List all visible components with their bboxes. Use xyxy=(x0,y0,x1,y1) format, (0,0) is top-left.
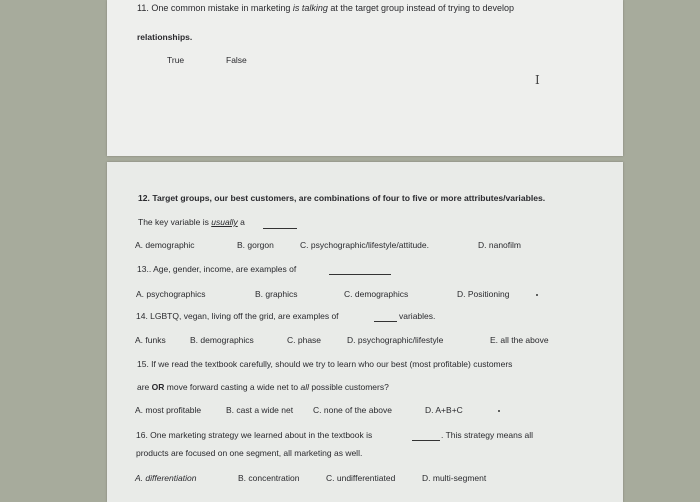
q15-option-d[interactable]: D. A+B+C xyxy=(425,405,463,415)
q13-answer-blank[interactable] xyxy=(329,274,391,275)
stray-dot xyxy=(536,294,538,296)
q16-line1-a: 16. One marketing strategy we learned about in the textbook is xyxy=(136,430,373,440)
q14-option-e[interactable]: E. all the above xyxy=(490,335,549,345)
q15-line1: 15. If we read the textbook carefully, should we try to learn who our best (most profitable) customers xyxy=(137,359,513,369)
q12-line2: The key variable is usually a xyxy=(138,217,245,227)
q14-option-b[interactable]: B. demographics xyxy=(190,335,254,345)
question-11-card xyxy=(107,0,623,156)
text-cursor-icon: I xyxy=(535,73,540,87)
q16-line1-b: . This strategy means all xyxy=(441,430,533,440)
q15-option-b[interactable]: B. cast a wide net xyxy=(226,405,294,415)
q13-option-d[interactable]: D. Positioning xyxy=(457,289,510,299)
q15-line2: are OR move forward casting a wide net to all possible customers? xyxy=(137,382,389,392)
q11-line2: relationships. xyxy=(137,32,193,42)
q12-line1: 12. Target groups, our best customers, are combinations of four to five or more attributes/variables. xyxy=(138,193,546,203)
q11-option-false[interactable]: False xyxy=(226,55,247,65)
q12-option-d[interactable]: D. nanofilm xyxy=(478,240,521,250)
q14-option-d[interactable]: D. psychographic/lifestyle xyxy=(347,335,444,345)
q16-answer-blank[interactable] xyxy=(412,440,440,441)
q14-option-a[interactable]: A. funks xyxy=(135,335,166,345)
q14-answer-blank[interactable] xyxy=(374,321,397,322)
q14-line-a: 14. LGBTQ, vegan, living off the grid, are examples of xyxy=(136,311,339,321)
q16-option-b[interactable]: B. concentration xyxy=(238,473,300,483)
q14-line-b: variables. xyxy=(399,311,436,321)
stray-dot xyxy=(498,410,500,412)
q14-option-c[interactable]: C. phase xyxy=(287,335,322,345)
q13-option-c[interactable]: C. demographics xyxy=(344,289,409,299)
q15-option-a[interactable]: A. most profitable xyxy=(135,405,202,415)
q11-line1: 11. One common mistake in marketing is talking at the target group instead of trying to develop xyxy=(137,3,515,13)
q13-option-a[interactable]: A. psychographics xyxy=(136,289,206,299)
q12-option-b[interactable]: B. gorgon xyxy=(237,240,274,250)
q12-option-a[interactable]: A. demographic xyxy=(135,240,195,250)
q12-answer-blank[interactable] xyxy=(263,228,297,229)
q16-line2: products are focused on one segment, all marketing as well. xyxy=(136,448,363,458)
q13-option-b[interactable]: B. graphics xyxy=(255,289,298,299)
q16-option-a[interactable]: A. differentiation xyxy=(135,473,197,483)
q13-line: 13.. Age, gender, income, are examples of xyxy=(137,264,297,274)
q11-option-true[interactable]: True xyxy=(167,55,185,65)
q12-option-c[interactable]: C. psychographic/lifestyle/attitude. xyxy=(300,240,429,250)
q15-option-c[interactable]: C. none of the above xyxy=(313,405,392,415)
q16-option-d[interactable]: D. multi-segment xyxy=(422,473,487,483)
q16-option-c[interactable]: C. undifferentiated xyxy=(326,473,396,483)
questions-12-16-card xyxy=(107,162,623,502)
